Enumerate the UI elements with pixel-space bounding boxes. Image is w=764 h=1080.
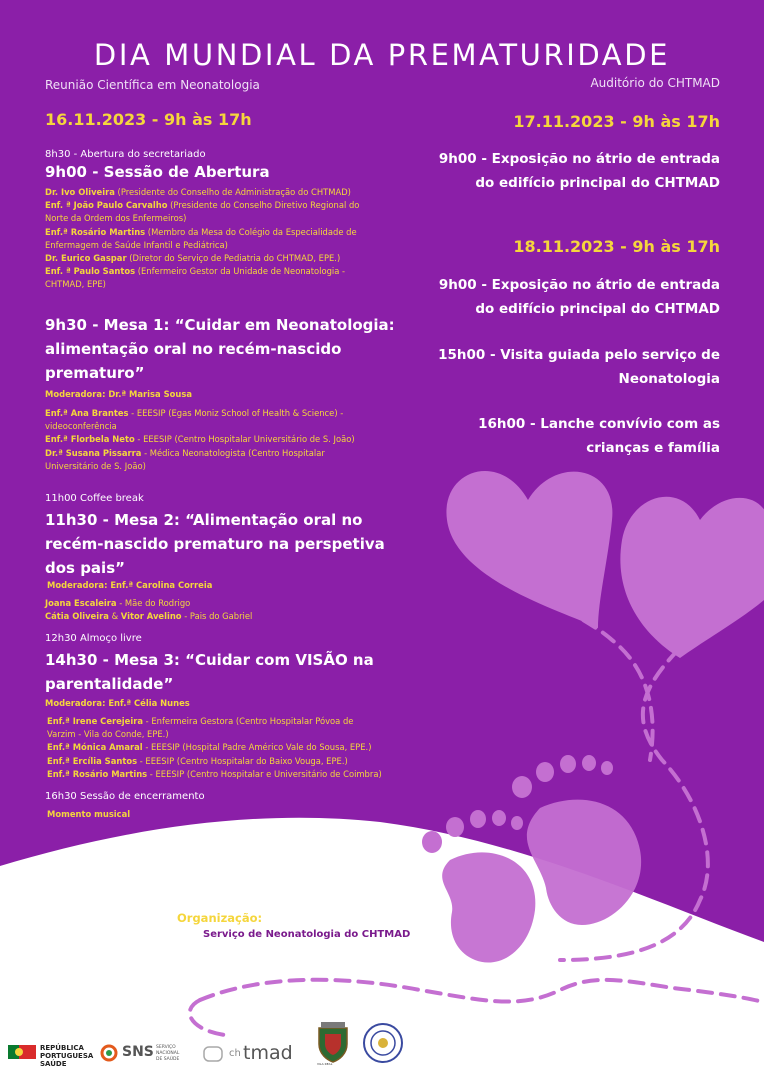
musical-moment: Momento musical: [47, 809, 131, 819]
closing-session: 16h30 Sessão de encerramento: [45, 791, 205, 802]
saude-text: SAÚDE: [40, 1060, 67, 1068]
vila-real-crest: [309, 1018, 357, 1068]
chtmad-symbol-icon: [203, 1046, 223, 1062]
toe-icon: [582, 755, 596, 771]
seal-logo: [362, 1018, 404, 1068]
day3-item-line: crianças e família: [586, 440, 720, 456]
session-opening-title: 9h00 - Sessão de Abertura: [45, 163, 270, 181]
chtmad-tmad-text: tmad: [243, 1042, 293, 1064]
flag-icon: [8, 1045, 36, 1059]
mesa1-moderator: Moderadora: Dr.ª Marisa Sousa: [45, 389, 192, 399]
speaker-item: Enf.ª Ana Brantes - EEESIP (Egas Moniz School of Health & Science) - videoconferência: [45, 408, 344, 432]
sns-subtext-line: SERVIÇO NACIONAL: [156, 1045, 180, 1056]
day2-item-line: do edifício principal do CHTMAD: [475, 175, 720, 191]
day2-date: 17.11.2023 - 9h às 17h: [513, 112, 720, 131]
sns-logo: [100, 1018, 200, 1068]
toe-icon: [470, 810, 486, 828]
day3-item-line: 9h00 - Exposição no átrio de entrada: [438, 277, 720, 293]
day3-item-line: do edifício principal do CHTMAD: [475, 301, 720, 317]
dashed-trail: [200, 980, 764, 1003]
mesa2-title: [45, 508, 385, 580]
republica-text: REPÚBLICA PORTUGUESA: [40, 1044, 94, 1060]
toe-icon: [560, 755, 576, 773]
mesa3-moderator: Moderadora: Enf.ª Célia Nunes: [45, 698, 190, 708]
speaker-item: Dr. Ivo Oliveira (Presidente do Conselho de Administração do CHTMAD): [45, 187, 351, 197]
vila-real-text: VILA REAL: [317, 1062, 333, 1066]
sns-subtext: [156, 1045, 200, 1063]
footprint-icon: [527, 800, 641, 925]
day3-item-line: Neonatologia: [618, 371, 720, 387]
mesa2-moderator: Moderadora: Enf.ª Carolina Correia: [47, 580, 213, 590]
toe-icon: [512, 776, 532, 798]
day2-item-line: 9h00 - Exposição no átrio de entrada: [438, 151, 720, 167]
day3-item-visit: [438, 343, 720, 391]
toe-icon: [446, 817, 464, 837]
speaker-item: Enf.ª Mónica Amaral - EEESIP (Hospital Padre Américo Vale do Sousa, EPE.): [47, 742, 372, 753]
speaker-item: Dr. Eurico Gaspar (Diretor do Serviço de Pediatria do CHTMAD, EPE.): [45, 253, 341, 264]
sns-text: SNS: [122, 1044, 154, 1060]
day3-item-exhibition: [439, 273, 720, 321]
day3-item-snack: [478, 412, 720, 460]
toe-icon: [422, 831, 442, 853]
day1-date: 16.11.2023 - 9h às 17h: [45, 110, 252, 129]
day3-item-line: 15h00 - Visita guiada pelo serviço de: [438, 347, 720, 363]
speaker-item: Enf.ª Florbela Neto - EEESIP (Centro Hospitalar Universitário de S. João): [45, 434, 355, 445]
speaker-item: Dr.ª Susana Pissarra - Médica Neonatologista (Centro Hospitalar Universitário de S. João): [45, 447, 325, 471]
mesa2-speakers: [45, 597, 380, 623]
speaker-item: Enf.ª Rosário Martins (Membro da Mesa do Colégio da Especialidade de Enfermagem de Saúde Infantil e Pediátrica): [45, 226, 357, 250]
subtitle: Reunião Científica em Neonatologia: [45, 78, 260, 92]
speaker-item: Enf.ª Ercília Santos - EEESIP (Centro Hospitalar do Baixo Vouga, EPE.): [47, 755, 348, 766]
mesa2-title-line: dos pais”: [45, 559, 125, 577]
chtmad-logo: [203, 1018, 298, 1068]
opening-note: 8h30 - Abertura do secretariado: [45, 149, 206, 160]
organization-value: Serviço de Neonatologia do CHTMAD: [203, 929, 411, 940]
coffee-break: 11h00 Coffee break: [45, 493, 144, 504]
speaker-item: Enf.ª Rosário Martins - EEESIP (Centro Hospitalar e Universitário de Coimbra): [47, 768, 382, 779]
footprint-icon: [442, 852, 535, 962]
mesa2-title-line: recém-nascido prematuro na perspetiva: [45, 535, 385, 553]
seal-icon: [362, 1020, 404, 1066]
venue: Auditório do CHTMAD: [590, 76, 720, 90]
toe-icon: [536, 762, 554, 782]
mesa1-title-line: alimentação oral no recém-nascido: [45, 340, 342, 358]
speaker-item: Enf. ª Paulo Santos (Enfermeiro Gestor da Unidade de Neonatologia - CHTMAD, EPE): [45, 266, 346, 290]
day3-date: 18.11.2023 - 9h às 17h: [513, 237, 720, 256]
mesa1-title-line: prematuro”: [45, 364, 145, 382]
republica-portuguesa-logo: [8, 1018, 94, 1068]
sns-ring-icon: [100, 1044, 118, 1062]
speaker-item: Enf. ª João Paulo Carvalho (Presidente do Conselho Diretivo Regional do Norte da Ordem dos Enfermeiros): [45, 200, 360, 224]
chtmad-ch-text: ch: [229, 1048, 241, 1059]
page-title: DIA MUNDIAL DA PREMATURIDADE: [93, 38, 671, 72]
lunch-break: 12h30 Almoço livre: [45, 633, 142, 644]
mesa1-speakers: [45, 407, 380, 473]
organization-label: Organização:: [177, 911, 263, 925]
toe-icon: [511, 816, 523, 830]
mesa1-title-line: 9h30 - Mesa 1: “Cuidar em Neonatologia:: [45, 316, 395, 334]
mesa3-title-line: 14h30 - Mesa 3: “Cuidar com VISÃO na: [45, 651, 374, 669]
mesa3-speakers: [47, 715, 382, 781]
mesa3-title: [45, 648, 374, 696]
mesa2-title-line: 11h30 - Mesa 2: “Alimentação oral no: [45, 511, 363, 529]
crest-icon: [313, 1020, 353, 1064]
speaker-item: Joana Escaleira - Mãe do Rodrigo: [45, 598, 191, 608]
opening-speakers: [45, 186, 380, 292]
toe-icon: [601, 761, 613, 775]
day3-item-line: 16h00 - Lanche convívio com as: [478, 416, 720, 432]
speaker-item: Cátia Oliveira & Vitor Avelino - Pais do Gabriel: [45, 611, 253, 622]
toe-icon: [492, 810, 506, 826]
mesa3-title-line: parentalidade”: [45, 675, 174, 693]
day2-item: [439, 147, 720, 195]
sns-subtext-line: DE SAÚDE: [156, 1057, 180, 1062]
mesa1-title: [45, 313, 395, 385]
speaker-item: Enf.ª Irene Cerejeira - Enfermeira Gestora (Centro Hospitalar Póvoa de Varzim - Vila do Conde, EPE.): [47, 716, 354, 740]
